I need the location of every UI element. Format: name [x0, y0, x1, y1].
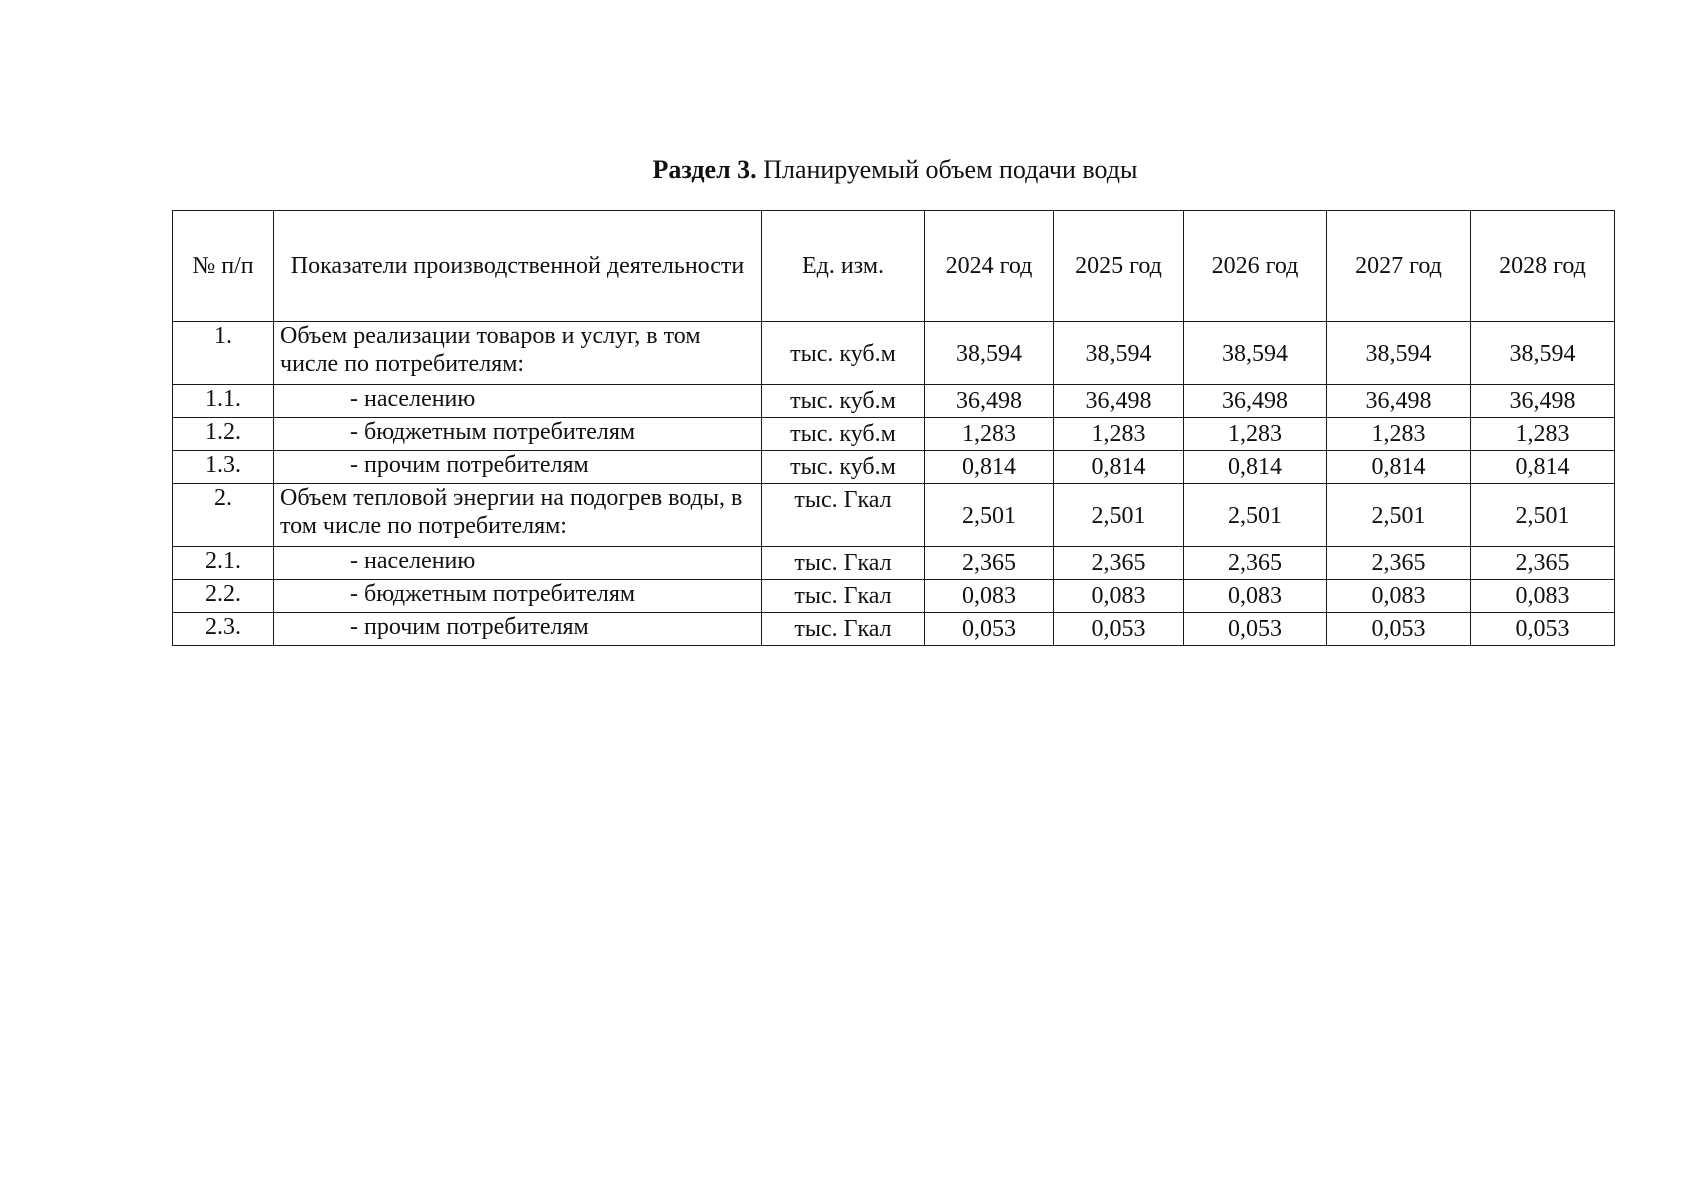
row-value: 0,053 [1184, 613, 1327, 646]
header-num: № п/п [173, 211, 274, 322]
row-unit: тыс. Гкал [762, 547, 925, 580]
row-value: 0,814 [1327, 451, 1471, 484]
header-year: 2028 год [1471, 211, 1615, 322]
row-value: 2,365 [1184, 547, 1327, 580]
row-number: 2.2. [173, 580, 274, 613]
row-indicator: - прочим потребителям [274, 451, 762, 484]
row-value: 0,814 [925, 451, 1054, 484]
row-unit: тыс. куб.м [762, 451, 925, 484]
row-unit: тыс. куб.м [762, 385, 925, 418]
row-number: 2. [173, 484, 274, 547]
header-year: 2024 год [925, 211, 1054, 322]
table-row [173, 580, 1615, 613]
row-value: 2,501 [925, 484, 1054, 547]
row-value: 0,814 [1184, 451, 1327, 484]
row-value: 0,814 [1054, 451, 1184, 484]
row-value: 38,594 [1471, 322, 1615, 385]
row-value: 2,501 [1184, 484, 1327, 547]
section-title [0, 152, 1700, 188]
row-value: 2,501 [1471, 484, 1615, 547]
row-indicator: Объем тепловой энергии на подогрев воды, в том числе по потребителям: [274, 484, 762, 547]
table-row [173, 385, 1615, 418]
row-value: 2,365 [925, 547, 1054, 580]
row-number: 1.1. [173, 385, 274, 418]
row-value: 1,283 [1054, 418, 1184, 451]
table-row [173, 418, 1615, 451]
table-row [173, 322, 1615, 385]
row-value: 38,594 [1184, 322, 1327, 385]
row-value: 2,501 [1054, 484, 1184, 547]
row-value: 36,498 [1184, 385, 1327, 418]
row-indicator: - бюджетным потребителям [274, 418, 762, 451]
row-value: 0,083 [925, 580, 1054, 613]
table-row [173, 547, 1615, 580]
row-value: 1,283 [1471, 418, 1615, 451]
row-value: 0,053 [925, 613, 1054, 646]
row-value: 1,283 [925, 418, 1054, 451]
row-value: 38,594 [925, 322, 1054, 385]
row-value: 38,594 [1054, 322, 1184, 385]
header-year: 2025 год [1054, 211, 1184, 322]
row-value: 0,053 [1054, 613, 1184, 646]
row-value: 0,053 [1471, 613, 1615, 646]
row-unit: тыс. куб.м [762, 418, 925, 451]
row-indicator: - прочим потребителям [274, 613, 762, 646]
water-supply-table [172, 210, 1615, 646]
row-value: 0,083 [1184, 580, 1327, 613]
row-value: 0,083 [1327, 580, 1471, 613]
row-value: 36,498 [1471, 385, 1615, 418]
header-year: 2026 год [1184, 211, 1327, 322]
row-indicator: - бюджетным потребителям [274, 580, 762, 613]
row-unit: тыс. Гкал [762, 580, 925, 613]
table-header-row [173, 211, 1615, 322]
table-row [173, 613, 1615, 646]
table-row [173, 451, 1615, 484]
row-indicator: - населению [274, 385, 762, 418]
row-value: 0,083 [1054, 580, 1184, 613]
row-number: 2.1. [173, 547, 274, 580]
row-value: 2,365 [1471, 547, 1615, 580]
row-value: 2,501 [1327, 484, 1471, 547]
row-number: 2.3. [173, 613, 274, 646]
table-row [173, 484, 1615, 547]
row-value: 0,083 [1471, 580, 1615, 613]
row-indicator: - населению [274, 547, 762, 580]
header-unit: Ед. изм. [762, 211, 925, 322]
row-number: 1. [173, 322, 274, 385]
row-value: 36,498 [1054, 385, 1184, 418]
row-value: 0,814 [1471, 451, 1615, 484]
row-value: 1,283 [1327, 418, 1471, 451]
header-year: 2027 год [1327, 211, 1471, 322]
row-value: 38,594 [1327, 322, 1471, 385]
row-value: 2,365 [1054, 547, 1184, 580]
row-unit: тыс. Гкал [762, 613, 925, 646]
row-value: 1,283 [1184, 418, 1327, 451]
row-value: 2,365 [1327, 547, 1471, 580]
row-number: 1.2. [173, 418, 274, 451]
header-indicator: Показатели производственной деятельности [274, 211, 762, 322]
section-title-number: Раздел 3. [652, 155, 757, 184]
row-indicator: Объем реализации товаров и услуг, в том числе по потребителям: [274, 322, 762, 385]
row-value: 36,498 [1327, 385, 1471, 418]
row-unit: тыс. куб.м [762, 322, 925, 385]
section-title-text: Планируемый объем подачи воды [763, 155, 1138, 184]
row-unit: тыс. Гкал [762, 484, 925, 547]
row-value: 0,053 [1327, 613, 1471, 646]
row-value: 36,498 [925, 385, 1054, 418]
row-number: 1.3. [173, 451, 274, 484]
